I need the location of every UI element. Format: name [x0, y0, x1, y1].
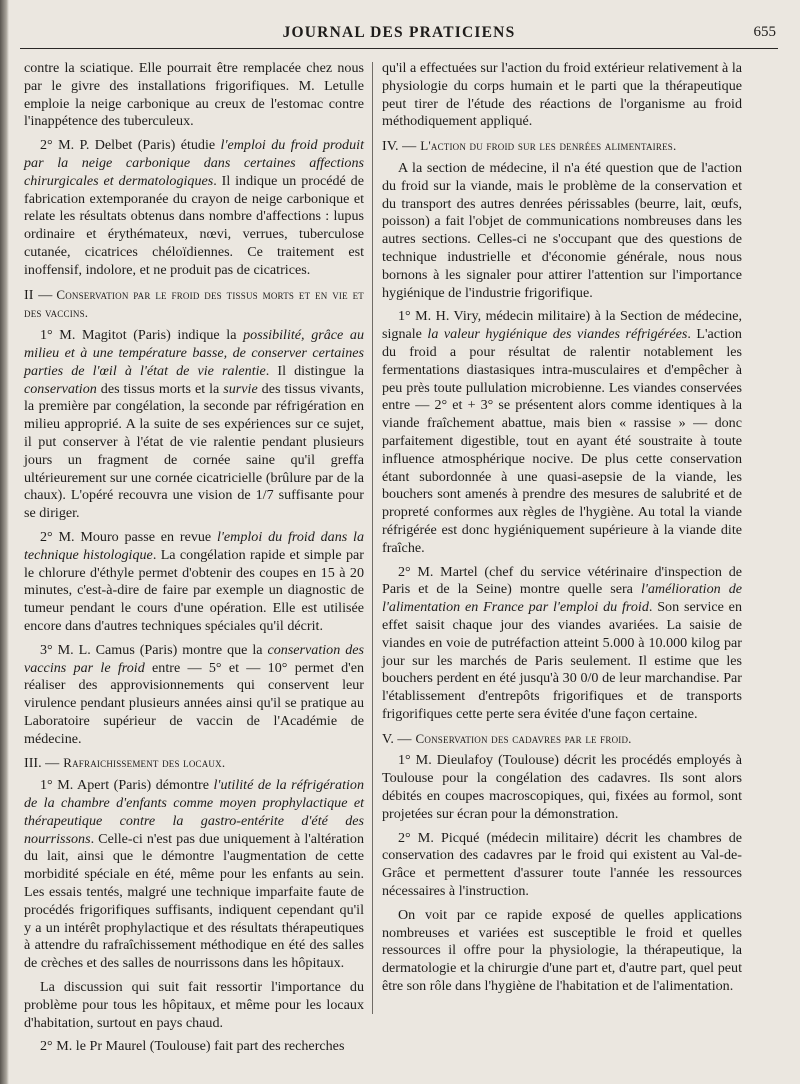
paragraph: 2° M. P. Delbet (Paris) étudie l'emploi du froid produit par la neige carbonique dans certaines affections chirurgicales et dermatologiques. Il indique un procédé de fabrication extemporanée du crayon de neige carbonique et relate les résultats obtenus dans nombre d'affections : lupus ordinaire et érythémateux, nœvi, verrues, tuberculose cutanée, cicatrices chéloïdiennes. Ce traitement est inoffensif, indolore, et ne produit pas de cicatrices. — [24, 137, 364, 278]
paragraph: 2° M. Martel (chef du service vétérinaire d'inspection de Paris et de la Seine) montre quelle sera l'amélioration de l'alimentation en France par l'emploi du froid. Son service en effet saisit chaque jour des viandes avariées. La saisie de viandes en voie de putréfaction atteint 5.000 à 10.000 kilog par jour sur les marchés de Paris seulement. Il estime que les bouchers perdent en été jusqu'à 30 0/0 de leur marchandise. Par l'établissement d'entrepôts frigorifiques et de transports frigorifiques cette perte sera évitée d'une façon certaine. — [382, 563, 742, 722]
left-column — [24, 60, 364, 1062]
paragraph: 2° M. Picqué (médecin militaire) décrit les chambres de conservation des cadavres par le froid qui existent au Val-de-Grâce et permettent d'assurer toute l'année les ressources nécessaires à l'instruction. — [382, 829, 742, 900]
column-divider — [372, 62, 373, 1014]
paragraph: 3° M. L. Camus (Paris) montre que la conservation des vaccins par le froid entre — 5° et — 10° permet d'en réaliser des approvisionnements qui conservent leur virulence pendant plusieurs années ainsi qu'il se pratique au Laboratoire supérieur de vaccin de l'Académie de médecine. — [24, 641, 365, 747]
journal-title: JOURNAL DES PRATICIENS — [282, 24, 516, 41]
section-heading: II — Conservation par le froid des tissus morts et en vie et des vaccins. — [24, 286, 364, 321]
paragraph: 2° M. le Pr Maurel (Toulouse) fait part des recherches — [40, 1038, 345, 1055]
paragraph: contre la sciatique. Elle pourrait être remplacée chez nous par le givre des installations frigorifiques. M. Letulle emploie la neige carbonique au creux de l'estomac contre l'inappétence des tuberculeux. — [24, 60, 364, 130]
right-column — [382, 60, 742, 1002]
paragraph: 1° M. Dieulafoy (Toulouse) décrit les procédés employés à Toulouse pour la congélation des cadavres. Ils sont alors débités en coupes macroscopiques, qui, fixées au formol, sont projetées sur écran pour la démonstration. — [382, 752, 742, 822]
paragraph: 1° M. Magitot (Paris) indique la possibilité, grâce au milieu et à une température basse, de conserver certaines parties de l'œil à l'état de vie ralentie. Il distingue la conservation des tissus morts et la survie des tissus vivants, la première par congélation, la seconde par réfrigération en milieu approprié. A la suite de ses expériences sur ce sujet, il put conserver à l'état de vie ralentie pendant plusieurs jours un fragment de cornée saine qu'il greffa ultérieurement sur une cornée cicatricielle (brûlure par de la chaux). L'opéré recouvra une vision de 1/7 suffisante pour se diriger. — [24, 327, 364, 522]
section-heading: V. — Conservation des cadavres par le froid. — [382, 730, 632, 747]
section-heading: IV. — L'action du froid sur les denrées alimentaires. — [382, 138, 677, 155]
paragraph: A la section de médecine, il n'a été question que de l'action du froid sur la viande, mais le problème de la conservation et du transport des autres denrées périssables (beurre, lait, œufs, poisson) a fait l'objet de communications nombreuses dans les autres sections. Celles-ci ne s'occupant que des questions de technique industrielle et d'économie générale, nous nous bornons à les signaler pour attirer l'attention sur l'importance hygiénique de l'industrie frigorifique. — [382, 159, 742, 301]
paragraph: On voit par ce rapide exposé de quelles applications nombreuses et variées est susceptible le froid et quelles ressources il offre pour la physiologie, la thérapeutique, la dermatologie et la chirurgie d'une part et, d'autre part, quel peut être son rôle dans l'hygiène de l'habitation et de l'alimentation. — [382, 906, 742, 995]
binding-gutter — [0, 0, 9, 1084]
section-heading: III. — Rafraichissement des locaux. — [24, 755, 226, 772]
page-number: 655 — [753, 24, 776, 40]
paragraph: qu'il a effectuées sur l'action du froid extérieur relativement à la physiologie du corps humain et le parti que la thérapeutique peut tirer de l'étude des réactions de l'organisme au froid méthodiquement appliqué. — [382, 60, 742, 130]
paragraph: La discussion qui suit fait ressortir l'importance du problème pour tous les hôpitaux, et même pour les locaux d'habitation, surtout en pays chaud. — [24, 979, 364, 1031]
paragraph: 2° M. Mouro passe en revue l'emploi du froid dans la technique histologique. La congélation rapide et simple par le chlorure d'éthyle permet d'obtenir des coupes en 15 à 20 minutes, c'est-à-dire de faire par exemple un diagnostic de tumeur pendant le cours d'une opération. Elle est utilisée encore dans d'autres techniques spéciales qu'il décrit. — [24, 528, 365, 634]
paragraph: 1° M. H. Viry, médecin militaire) à la Section de médecine, signale la valeur hygiénique des viandes réfrigérées. L'action du froid a pour résultat de ralentir notablement les fermentations diastasiques intra-musculaires et d'empêcher à peu près toute pullulation microbienne. Les viandes conservées entre — 2° et + 3° se présentent alors comme identiques à la viande fraîchement abattue, mais bien « rassise » — donc parfaitement digestible, tout en ayant été soustraite à toute influence atmosphérique nocive. De plus cette conservation étant subordonnée à une quasi-asepsie de la viande, les bouchers sont amenés à prendre des mesures de salubrité et de propreté conformes aux règles de l'hygiène. Au total la viande réfrigérée est donc hygiéniquement supérieure à la viande dite fraîche. — [382, 308, 742, 556]
paragraph: 1° M. Apert (Paris) démontre l'utilité de la réfrigération de la chambre d'enfants comme moyen prophylactique et thérapeutique contre la gastro-entérite d'été des nourrissons. Celle-ci n'est pas due uniquement à l'altération du lait, ainsi que le démontre l'augmentation de cette morbidité spéciale en été, même pour les enfants au sein. Les essais tentés, malgré une technique imparfaite faute de procédés frigorifiques suffisants, indiquent cependant qu'il y a un intérêt prophylactique et des résultats thérapeutiques à attendre du rafraîchissement méthodique en été des salles de crèches et des salles de nourrissons dans les hôpitaux. — [24, 777, 365, 972]
running-header — [20, 22, 778, 49]
